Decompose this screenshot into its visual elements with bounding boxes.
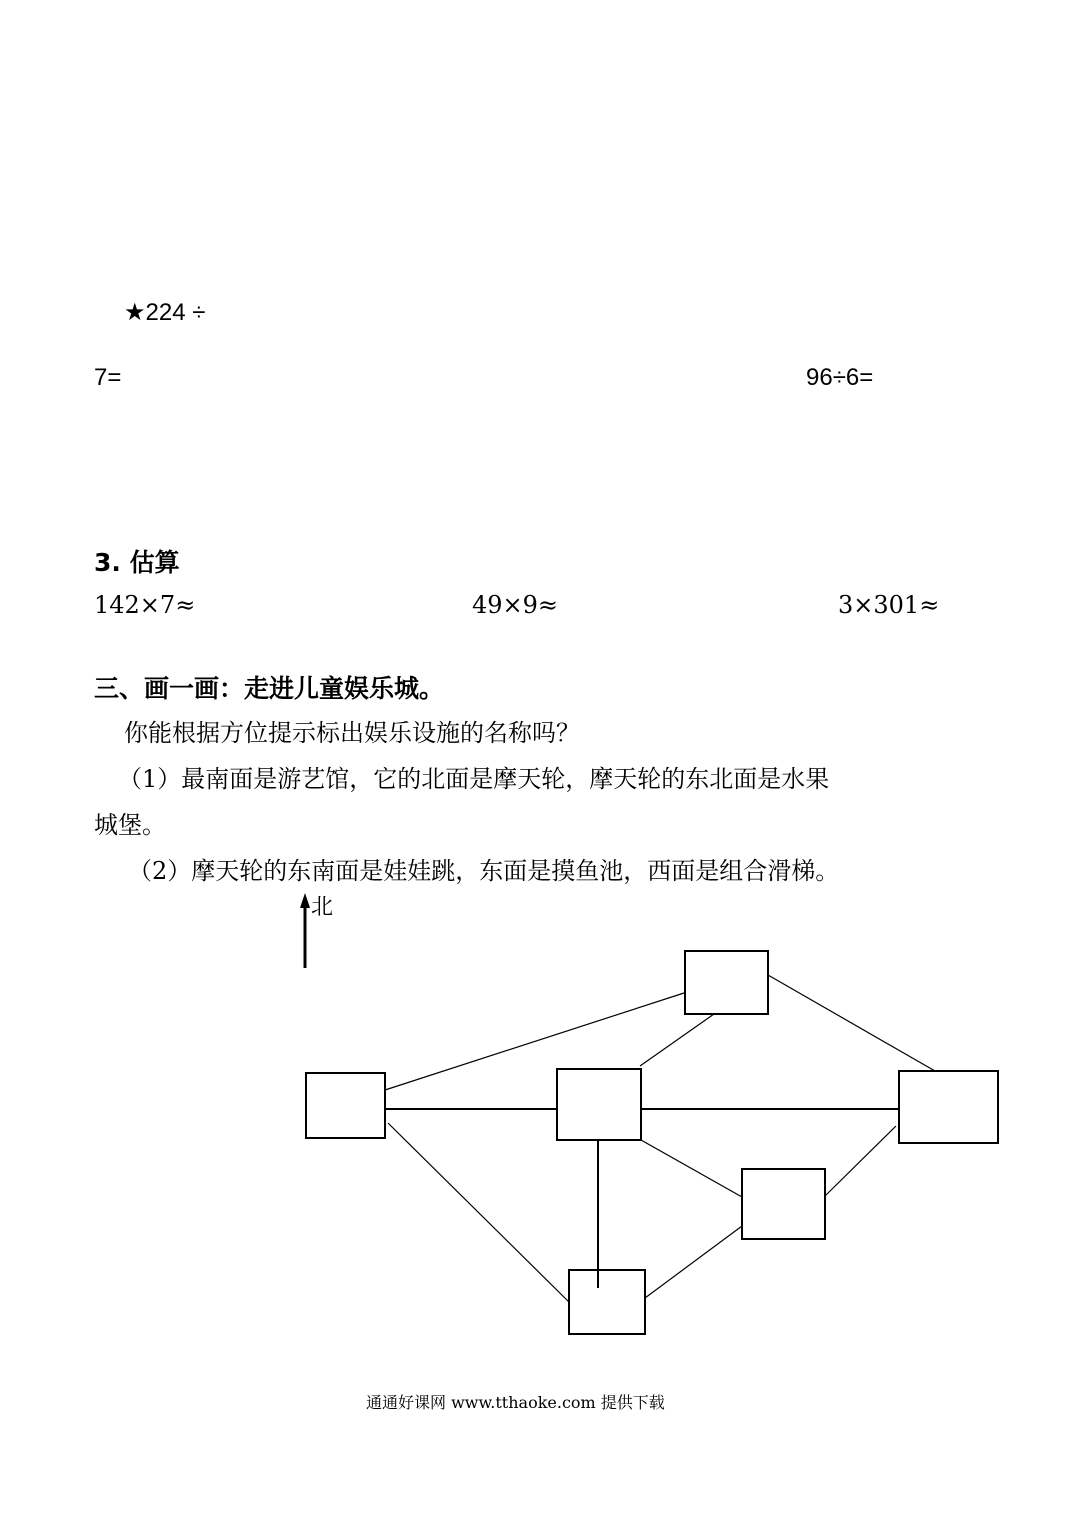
question-prompt: 你能根据方位提示标出娱乐设施的名称吗？ xyxy=(124,719,580,747)
box-center xyxy=(557,1069,641,1140)
box-southeast xyxy=(742,1169,825,1239)
hint-1-line-2: 城堡。 xyxy=(94,811,166,839)
path-center-to-north xyxy=(640,1014,714,1066)
hint-2: （2）摩天轮的东南面是娃娃跳，东面是摸鱼池，西面是组合滑梯。 xyxy=(128,857,840,885)
section-heading: 三、画一画：走进儿童娱乐城。 xyxy=(94,674,445,703)
estimate-item-2: 49×9≈ xyxy=(472,591,559,619)
estimate-item-3: 3×301≈ xyxy=(838,591,940,619)
calc-item-224-div-7-cont: 7= xyxy=(94,364,122,391)
path-center-to-southeast xyxy=(641,1140,742,1197)
north-arrow-head-icon xyxy=(300,893,310,908)
hint-1-line-1: （1）最南面是游艺馆，它的北面是摩天轮，摩天轮的东北面是水果 xyxy=(118,765,830,793)
estimate-heading: 3. 估算 xyxy=(94,548,180,577)
path-southeast-to-east xyxy=(825,1126,896,1196)
path-west-to-south xyxy=(388,1123,573,1306)
path-south-to-southeast xyxy=(645,1226,742,1298)
box-south xyxy=(569,1270,645,1334)
north-label: 北 xyxy=(311,895,334,920)
box-north xyxy=(685,951,768,1014)
box-east xyxy=(899,1071,998,1143)
footer-text: 通通好课网 www.tthaoke.com 提供下载 xyxy=(366,1393,665,1412)
estimate-item-1: 142×7≈ xyxy=(94,591,196,619)
box-west xyxy=(306,1073,385,1138)
facility-boxes xyxy=(306,951,998,1334)
calc-item-96-div-6: 96÷6= xyxy=(806,364,874,391)
path-north-to-east xyxy=(768,975,935,1071)
calc-item-224-div-7: ★224 ÷ xyxy=(124,299,206,326)
